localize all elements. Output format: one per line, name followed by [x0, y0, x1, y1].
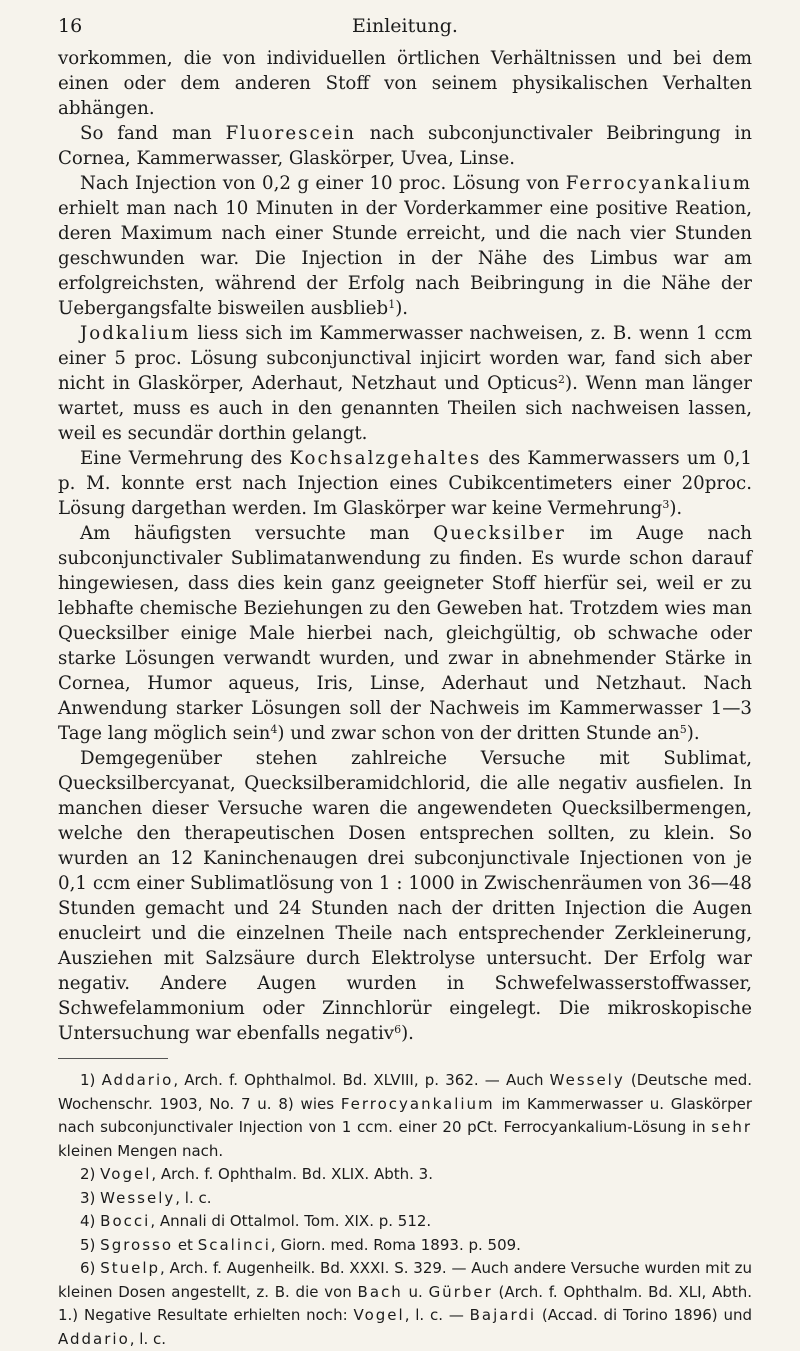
spaced-term: Ferrocyankalium — [565, 173, 752, 194]
spaced-term: Kochsalzgehaltes — [289, 448, 482, 469]
footnotes — [58, 1069, 752, 1351]
footnote: 4) Bocci, Annali di Ottalmol. Tom. XIX. p. 512. — [80, 1212, 432, 1230]
author-name: Wessely — [549, 1071, 625, 1089]
paragraph: Jodkalium liess sich im Kammerwasser nachweisen, z. B. wenn 1 ccm einer 5 proc. Lösung subconjunctival injicirt worden war, fand sich aber nicht in Glaskörper, Aderhaut, Netzhaut und Opticus$^2$). Wenn man länger wartet, muss es auch in den genannten Theilen sich nachweisen lassen, weil es secundär dorthin gelangt. — [58, 323, 752, 444]
running-head — [58, 12, 752, 46]
spaced-term: Jodkalium — [80, 323, 191, 344]
footnote: 3) Wessely, l. c. — [80, 1188, 212, 1207]
author-name: Sgrosso — [100, 1235, 174, 1254]
author-name: Vogel — [100, 1165, 152, 1183]
author-name: Gürber — [428, 1282, 493, 1301]
paragraph: Demgegenüber stehen zahlreiche Versuche mit Sublimat, Quecksilbercyanat, Quecksilberamidchlorid, die alle negativ ausfielen. In manchen dieser Versuche waren die angewendeten Quecksilbermengen, welche den therapeutischen Dosen entsprechen sollten, zu klein. So wurden an 12 Kaninchenaugen drei subconjunctivale Injectionen von je 0,1 ccm einer Sublimatlösung von 1 : 1000 in Zwischenräumen von 36—48 Stunden gemacht und 24 Stunden nach der dritten Injection die Augen enucleirt und die einzelnen Theile nach entsprechender Zerkleinerung, Ausziehen mit Salzsäure durch Elektrolyse untersucht. Der Erfolg war negativ. Andere Augen wurden in Schwefelwasserstoffwasser, Schwefelammonium oder Zinnchlorür eingelegt. Die mikroskopische Untersuchung war ebenfalls negativ$^6$). — [58, 748, 752, 1044]
spaced-term: Fluorescein — [225, 123, 356, 144]
author-name: Wessely — [100, 1188, 176, 1207]
footnote: 5) Sgrosso et Scalinci, Giorn. med. Roma 1893. p. 509. — [80, 1235, 521, 1254]
footnote-ref[interactable]: 5 — [679, 723, 687, 736]
author-name: Addario — [101, 1071, 174, 1089]
paragraph: Am häufigsten versuchte man Quecksilber im Auge nach subconjunctivaler Sublimatanwendung zu finden. Es wurde schon darauf hingewiesen, dass dies kein ganz geeigneter Stoff hierfür sei, weil er zu lebhafte chemische Beziehungen zu den Geweben hat. Trotzdem wies man Quecksilber einige Male hierbei nach, gleichgültig, ob schwache oder starke Lösungen verwandt wurden, und zwar in abnehmender Stärke in Cornea, Humor aqueus, Iris, Linse, Aderhaut und Netzhaut. Nach Anwendung starker Lösungen soll der Nachweis im Kammerwasser 1—3 Tage lang möglich sein$^4$) und zwar schon von der dritten Stunde $an^5$). — [58, 523, 752, 744]
author-name: Addario — [58, 1329, 130, 1348]
footnote-ref[interactable]: 3 — [662, 498, 670, 511]
footnote-ref[interactable]: 2 — [557, 373, 565, 386]
footnote-ref[interactable]: 6 — [394, 1023, 402, 1036]
author-name: Vogel — [353, 1306, 405, 1324]
body-text — [58, 46, 752, 1046]
section-title: Einleitung. — [352, 15, 458, 37]
footnote: 1) Addario, Arch. f. Ophthalmol. Bd. XLVIII, p. 362. — Auch Wessely (Deutsche med. Wochenschr. 1903, No. 7 u. 8) wies Ferrocyankalium im Kammerwasser u. Glaskörper nach subconjunctivaler Injection von 1 ccm. einer 20 pCt. Ferrocyankalium-Lösung in sehr kleinen Mengen nach. — [58, 1071, 752, 1160]
paragraph: Nach Injection von 0,2 g einer 10 proc. Lösung von Ferrocyankalium erhielt man nach 10 Minuten in der Vorderkammer eine positive Reation, deren Maximum nach einer Stunde erreicht, und die nach vier Stunden geschwunden war. Die Injection in der Nähe des Limbus war am erfolgreichsten, während der Erfolg nach Beibringung in die Nähe der Uebergangsfalte bisweilen ausblieb$^1$). — [58, 173, 752, 319]
paragraph: vorkommen, die von individuellen örtlichen Verhältnissen und bei dem einen oder dem anderen Stoff von seinem physikalischen Verhalten abhängen. — [58, 48, 752, 119]
spaced-term: Ferrocyankalium — [340, 1094, 495, 1113]
author-name: Bach — [357, 1282, 403, 1301]
footnote-ref[interactable]: 1 — [388, 298, 396, 311]
author-name: Bajardi — [469, 1306, 537, 1324]
footnote-divider — [58, 1058, 168, 1059]
footnote: 2) Vogel, Arch. f. Ophthalm. Bd. XLIX. Abth. 3. — [80, 1165, 433, 1183]
page-number: 16 — [58, 15, 83, 37]
paragraph: So fand man Fluorescein nach subconjunctivaler Beibringung in Cornea, Kammerwasser, Glaskörper, Uvea, Linse. — [58, 123, 752, 169]
author-name: Stuelp — [100, 1259, 161, 1277]
spaced-term: sehr — [711, 1118, 752, 1136]
author-name: Scalinci — [197, 1235, 271, 1254]
footnote: 6) Stuelp, Arch. f. Augenheilk. Bd. XXXI. S. 329. — Auch andere Versuche wurden mit zu kleinen Dosen angestellt, z. B. die von Bach u. Gürber (Arch. f. Ophthalm. Bd. XLI, Abth. 1.) Negative Resultate erhielten noch: Vogel, l. c. — Bajardi (Accad. di Torino 1896) und Addario, l. c. — [58, 1259, 752, 1348]
author-name: Bocci — [100, 1212, 151, 1230]
paragraph: Eine Vermehrung des Kochsalzgehaltes des Kammerwassers um 0,1 p. M. konnte erst nach Injection eines Cubikcentimeters einer 20proc. Lösung dargethan werden. Im Glaskörper war keine Vermehrung$^3$). — [58, 448, 753, 519]
spaced-term: Quecksilber — [433, 523, 566, 544]
footnote-ref[interactable]: 4 — [270, 723, 278, 736]
